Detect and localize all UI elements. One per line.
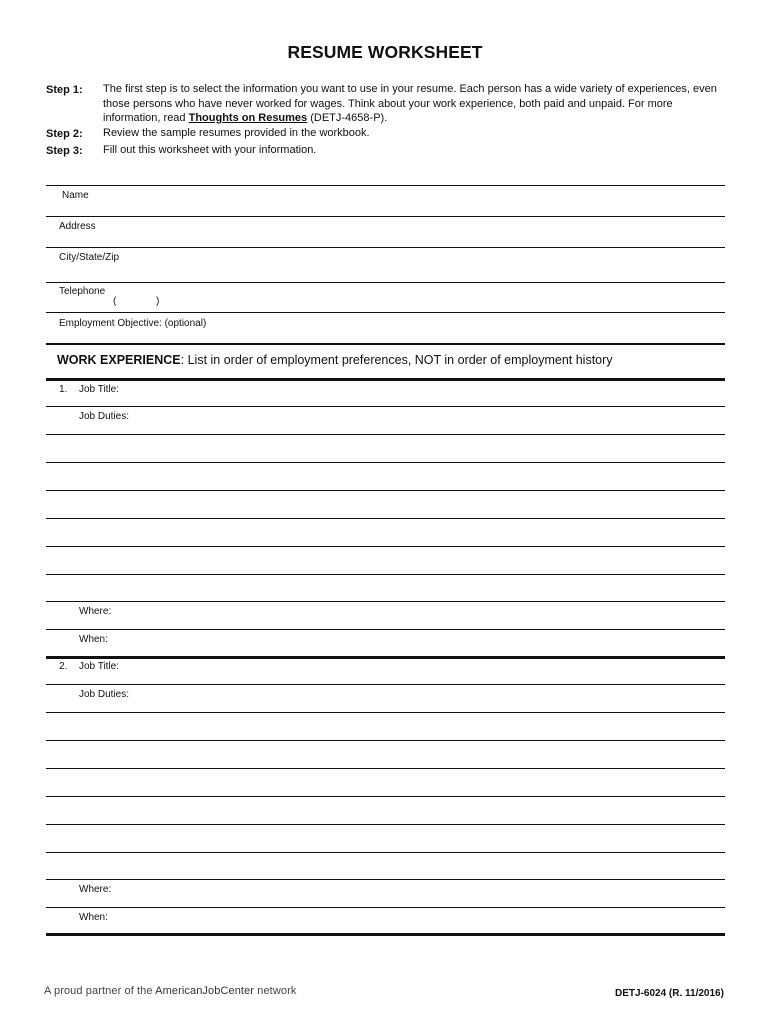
job-2-duties-line[interactable] [46, 796, 725, 797]
partner-tagline [44, 985, 296, 997]
city-state-zip-label: City/State/Zip [59, 252, 120, 263]
job-2-when-label: When: [79, 912, 108, 923]
step-2-text: Review the sample resumes provided in the workbook. [103, 127, 370, 139]
partner-prefix: A proud partner of the [44, 985, 156, 997]
work-experience-heading [57, 353, 613, 367]
telephone-area-open: ( [113, 296, 117, 307]
job-1-duties-line[interactable] [46, 434, 725, 435]
job-2-title-field[interactable] [46, 684, 725, 685]
job-2-where-label: Where: [79, 884, 112, 895]
job-2-duties-line[interactable] [46, 852, 725, 853]
city-state-zip-field[interactable] [46, 282, 725, 283]
job-1-when-field[interactable] [46, 656, 725, 659]
step-1-text-after: (DETJ-4658-P). [307, 112, 388, 124]
step-3-label: Step 3: [46, 145, 83, 157]
job-2-where-field[interactable] [46, 907, 725, 908]
address-label: Address [59, 221, 96, 232]
job-1-when-label: When: [79, 634, 108, 645]
job-2-when-field[interactable] [46, 933, 725, 936]
job-1-duties-line[interactable] [46, 574, 725, 575]
job-2-duties-label: Job Duties: [79, 689, 130, 700]
job-2-duties-line[interactable] [46, 824, 725, 825]
divider [46, 185, 725, 186]
job-2-title-label: Job Title: [79, 661, 120, 672]
job-1-duties-line[interactable] [46, 601, 725, 602]
job-2-duties-line[interactable] [46, 740, 725, 741]
job-1-where-field[interactable] [46, 629, 725, 630]
step-2-label: Step 2: [46, 128, 83, 140]
step-3-text: Fill out this worksheet with your information. [103, 144, 317, 156]
step-1-text [103, 82, 733, 126]
telephone-field[interactable] [46, 312, 725, 313]
form-id: DETJ-6024 (R. 11/2016) [615, 988, 724, 999]
divider [46, 378, 725, 381]
name-label: Name [62, 190, 89, 201]
job-1-title-field[interactable] [46, 406, 725, 407]
job-1-title-label: Job Title: [79, 384, 120, 395]
job-1-number: 1. [59, 384, 68, 395]
job-1-duties-line[interactable] [46, 546, 725, 547]
telephone-area-close: ) [156, 296, 160, 307]
work-experience-subtitle: : List in order of employment preferences, NOT in order of employment history [180, 353, 613, 367]
american-job-center-logo: AmericanJobCenter [155, 985, 255, 997]
work-experience-title: WORK EXPERIENCE [57, 353, 181, 367]
partner-suffix: network [254, 985, 297, 997]
job-2-duties-line[interactable] [46, 712, 725, 713]
objective-field[interactable] [46, 343, 725, 345]
step-1-label: Step 1: [46, 84, 83, 96]
job-1-duties-label: Job Duties: [79, 411, 130, 422]
job-2-duties-line[interactable] [46, 879, 725, 880]
step-1-text-before: The first step is to select the information you want to use in your resume. Each person has a wide variety of experiences, even those persons who have never worked for wages. Think about your work experience, both paid and unpaid. For more information, read [103, 83, 717, 124]
job-1-duties-line[interactable] [46, 490, 725, 491]
objective-label: Employment Objective: (optional) [59, 318, 207, 329]
name-field[interactable] [46, 216, 725, 217]
address-field[interactable] [46, 247, 725, 248]
job-2-duties-line[interactable] [46, 768, 725, 769]
job-1-duties-line[interactable] [46, 462, 725, 463]
page-title: RESUME WORKSHEET [287, 42, 483, 62]
job-2-number: 2. [59, 661, 68, 672]
job-1-where-label: Where: [79, 606, 112, 617]
job-1-duties-line[interactable] [46, 518, 725, 519]
telephone-label: Telephone [59, 286, 106, 297]
thoughts-on-resumes-link[interactable]: Thoughts on Resumes [188, 112, 308, 124]
